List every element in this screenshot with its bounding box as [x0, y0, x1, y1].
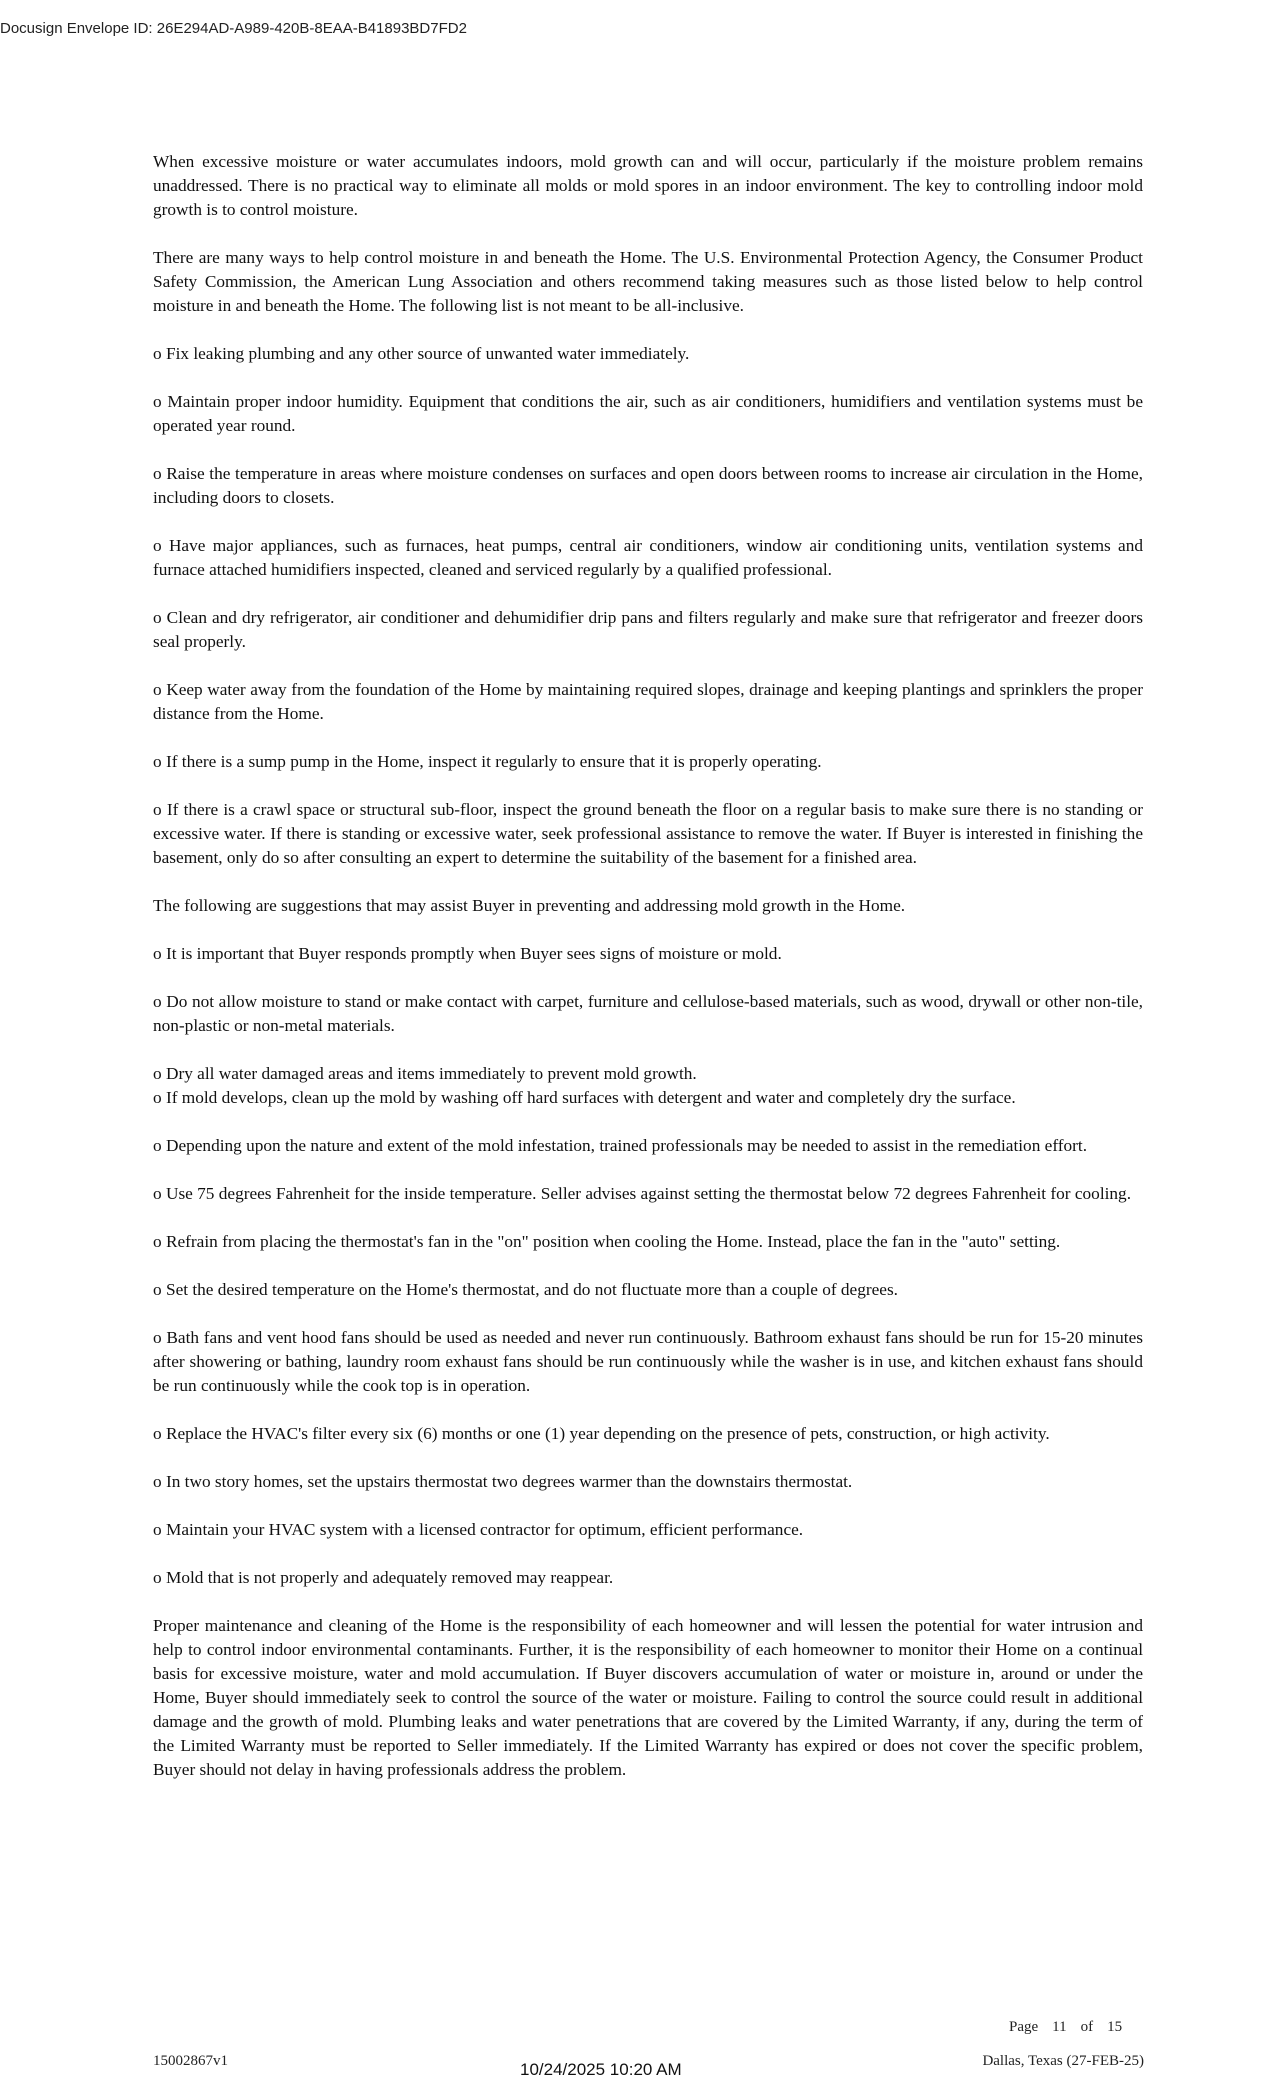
list-item: o If there is a crawl space or structural sub-floor, inspect the ground beneath the floor on a regular basis to make sure there is no standing or excessive water. If there is standing or excessive water, seek professional assistance to remove the water. If Buyer is interested in finishing the basement, only do so after consulting an expert to determine the suitability of the basement for a finished area.: [153, 800, 1143, 867]
list-item: o In two story homes, set the upstairs thermostat two degrees warmer than the downstairs thermostat.: [153, 1472, 853, 1491]
list-item: o Fix leaking plumbing and any other source of unwanted water immediately.: [153, 344, 690, 363]
list-item: o Do not allow moisture to stand or make contact with carpet, furniture and cellulose-based materials, such as wood, drywall or other non-tile, non-plastic or non-metal materials.: [153, 992, 1143, 1035]
paragraph-control-moisture: There are many ways to help control moisture in and beneath the Home. The U.S. Environmental Protection Agency, the Consumer Product Safety Commission, the American Lung Association and others recommend taking measures such as those listed below to help control moisture in and beneath the Home. The following list is not meant to be all-inclusive.: [153, 248, 1143, 315]
page-of-label: of: [1080, 2019, 1094, 2035]
list-item: o Maintain your HVAC system with a licensed contractor for optimum, efficient performance.: [153, 1520, 804, 1539]
list-item: o Maintain proper indoor humidity. Equipment that conditions the air, such as air conditioners, humidifiers and ventilation systems must be operated year round.: [153, 392, 1143, 435]
document-id: 15002867v1: [153, 2053, 228, 2069]
list-item: o It is important that Buyer responds promptly when Buyer sees signs of moisture or mold.: [153, 944, 782, 963]
list-item: o Have major appliances, such as furnaces, heat pumps, central air conditioners, window air conditioning units, ventilation systems and furnace attached humidifiers inspected, cleaned and serviced regularly by a qualified professional.: [153, 536, 1143, 579]
list-item: o Clean and dry refrigerator, air conditioner and dehumidifier drip pans and filters regularly and make sure that refrigerator and freezer doors seal properly.: [153, 608, 1143, 651]
list-item: o Use 75 degrees Fahrenheit for the inside temperature. Seller advises against setting the thermostat below 72 degrees Fahrenheit for cooling.: [153, 1184, 1132, 1203]
envelope-id: Docusign Envelope ID: 26E294AD-A989-420B-8EAA-B41893BD7FD2: [0, 20, 467, 37]
page-total: 15: [1107, 2019, 1123, 2035]
list-item: o Bath fans and vent hood fans should be used as needed and never run continuously. Bathroom exhaust fans should be run for 15-20 minutes after showering or bathing, laundry room exhaust fans should be run continuously while the washer is in use, and kitchen exhaust fans should be run continuously while the cook top is in operation.: [153, 1328, 1143, 1395]
page-label: Page: [1009, 2019, 1039, 2035]
list-item: o Depending upon the nature and extent of the mold infestation, trained professionals may be needed to assist in the remediation effort.: [153, 1136, 1088, 1155]
list-item: o Refrain from placing the thermostat's fan in the "on" position when cooling the Home. Instead, place the fan in the "auto" setting.: [153, 1232, 1061, 1251]
list-item: o Dry all water damaged areas and items immediately to prevent mold growth.: [153, 1064, 697, 1083]
list-item: o If mold develops, clean up the mold by washing off hard surfaces with detergent and water and completely dry the surface.: [153, 1088, 1016, 1107]
paragraph-intro: When excessive moisture or water accumulates indoors, mold growth can and will occur, particularly if the moisture problem remains unaddressed. There is no practical way to eliminate all molds or mold spores in an indoor environment. The key to controlling indoor mold growth is to control moisture.: [153, 152, 1143, 219]
list-item: o Mold that is not properly and adequately removed may reappear.: [153, 1568, 614, 1587]
location-date: Dallas, Texas (27-FEB-25): [982, 2053, 1144, 2069]
paragraph-maintenance: Proper maintenance and cleaning of the Home is the responsibility of each homeowner and will lessen the potential for water intrusion and help to control indoor environmental contaminants. Further, it is the responsibility of each homeowner to monitor their Home on a continual basis for excessive moisture, water and mold accumulation. If Buyer discovers accumulation of water or moisture in, around or under the Home, Buyer should immediately seek to control the source of the water or moisture. Failing to control the source could result in additional damage and the growth of mold. Plumbing leaks and water penetrations that are covered by the Limited Warranty, if any, during the term of the Limited Warranty must be reported to Seller immediately. If the Limited Warranty has expired or does not cover the specific problem, Buyer should not delay in having professionals address the problem.: [153, 1616, 1143, 1779]
list-item: o Keep water away from the foundation of the Home by maintaining required slopes, drainage and keeping plantings and sprinklers the proper distance from the Home.: [153, 680, 1143, 723]
list-item: o Set the desired temperature on the Home's thermostat, and do not fluctuate more than a couple of degrees.: [153, 1280, 899, 1299]
list-item: o Replace the HVAC's filter every six (6) months or one (1) year depending on the presence of pets, construction, or high activity.: [153, 1424, 1050, 1443]
list-item: o If there is a sump pump in the Home, inspect it regularly to ensure that it is properly operating.: [153, 752, 822, 771]
list-item: o Raise the temperature in areas where moisture condenses on surfaces and open doors between rooms to increase air circulation in the Home, including doors to closets.: [153, 464, 1143, 507]
signature-timestamp: 10/24/2025 10:20 AM: [520, 2060, 682, 2079]
page-current: 11: [1052, 2019, 1067, 2035]
page-number: [1009, 2019, 1136, 2036]
document-body: [153, 150, 1143, 1782]
paragraph-suggestions: The following are suggestions that may assist Buyer in preventing and addressing mold growth in the Home.: [153, 896, 906, 915]
